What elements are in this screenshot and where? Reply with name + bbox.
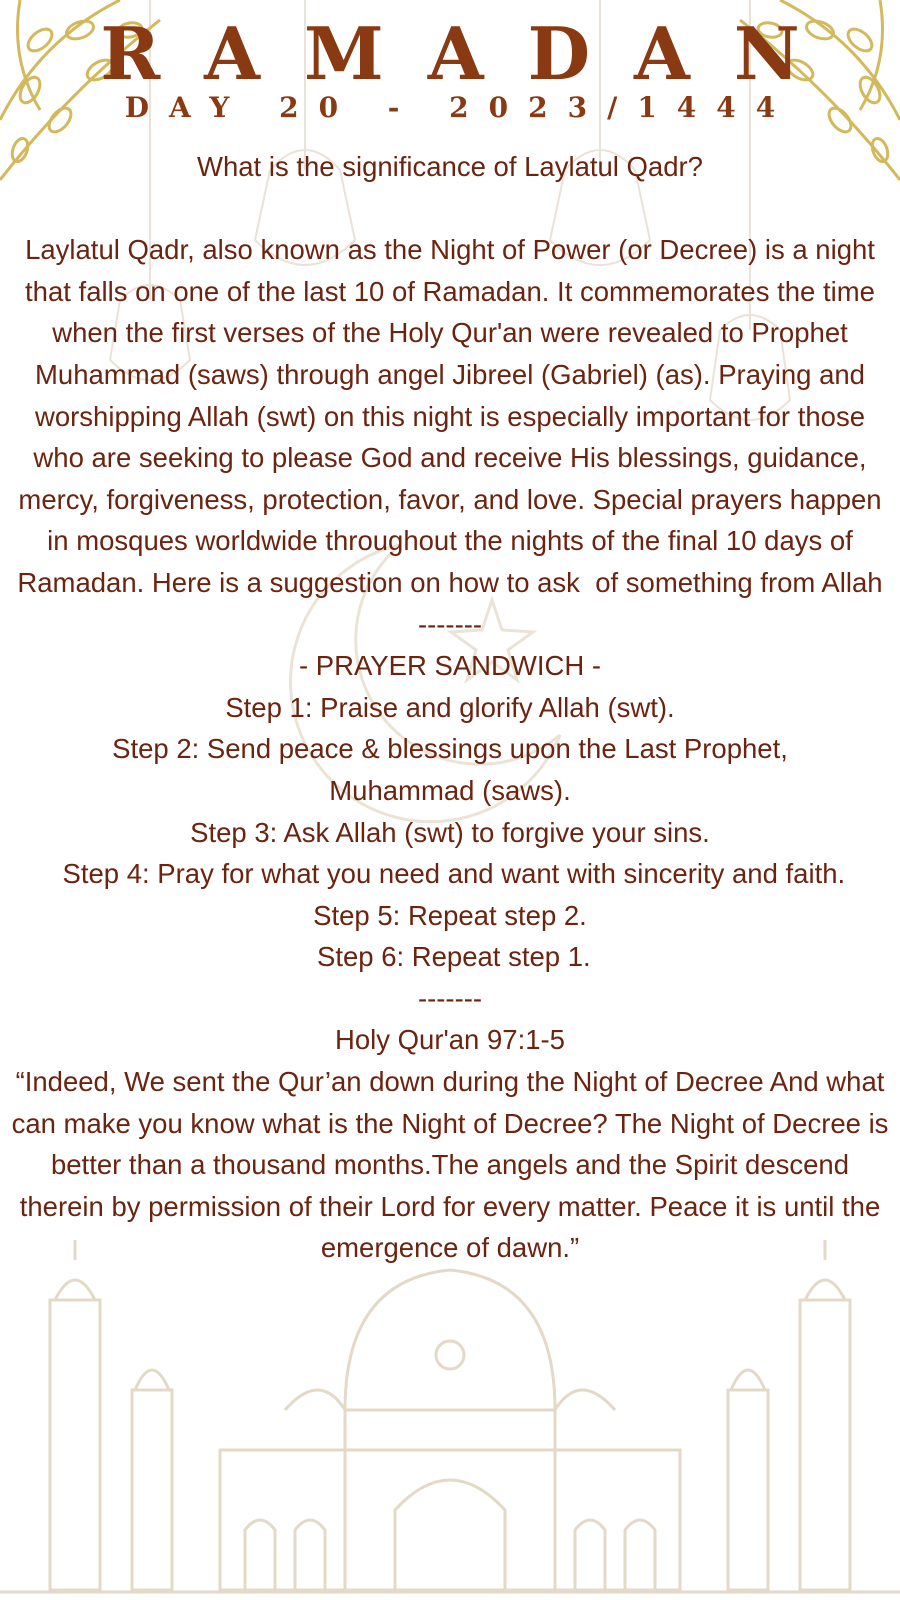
prayer-step-4: Step 4: Pray for what you need and want with sincerity and faith. (54, 858, 846, 890)
prayer-step-2: Step 2: Send peace & blessings upon the Last Prophet, Muhammad (saws). (112, 733, 796, 806)
prayer-step-6: Step 6: Repeat step 1. (309, 941, 591, 973)
main-content (10, 146, 897, 1269)
prayer-step-3: Step 3: Ask Allah (swt) to forgive your sins. (190, 816, 710, 848)
question-heading: What is the significance of Laylatul Qadr? (197, 151, 703, 182)
divider: ------- (417, 608, 483, 640)
divider: ------- (417, 982, 483, 1014)
mosque-icon (0, 1240, 900, 1592)
intro-paragraph: Laylatul Qadr, also known as the Night of Power (or Decree) is a night that falls on one of the last 10 of Ramadan. It commemorates the time when the first verses of the Holy Qur'an were revealed to Prophet Muhammad (saws) through angel Jibreel (Gabriel) (as). Praying and worshipping Allah (swt) on this night is especially important for those who are seeking to please God and receive His blessings, guidance, mercy, forgiveness, protection, favor, and love. Special prayers happen in mosques worldwide throughout the nights of the final 10 days of Ramadan. Here is a suggestion on how to ask of something from Allah (17, 234, 890, 598)
page-subtitle: DAY 20 - 2023/1444 (124, 91, 796, 124)
prayer-step-5: Step 5: Repeat step 2. (313, 899, 587, 931)
page-title: RAMADAN (100, 11, 844, 96)
quran-verse: “Indeed, We sent the Qur’an down during the Night of Decree And what can make you know what is the Night of Decree? The Night of Decree is better than a thousand months.The angels and the Spirit descend therein by permission of their Lord for every matter. Peace it is until the emergence of dawn.” (11, 1066, 897, 1264)
prayer-step-1: Step 1: Praise and glorify Allah (swt). (225, 691, 675, 723)
quran-reference: Holy Qur'an 97:1-5 (335, 1024, 565, 1056)
spacer (10, 188, 890, 230)
prayer-heading: - PRAYER SANDWICH - (298, 650, 601, 682)
